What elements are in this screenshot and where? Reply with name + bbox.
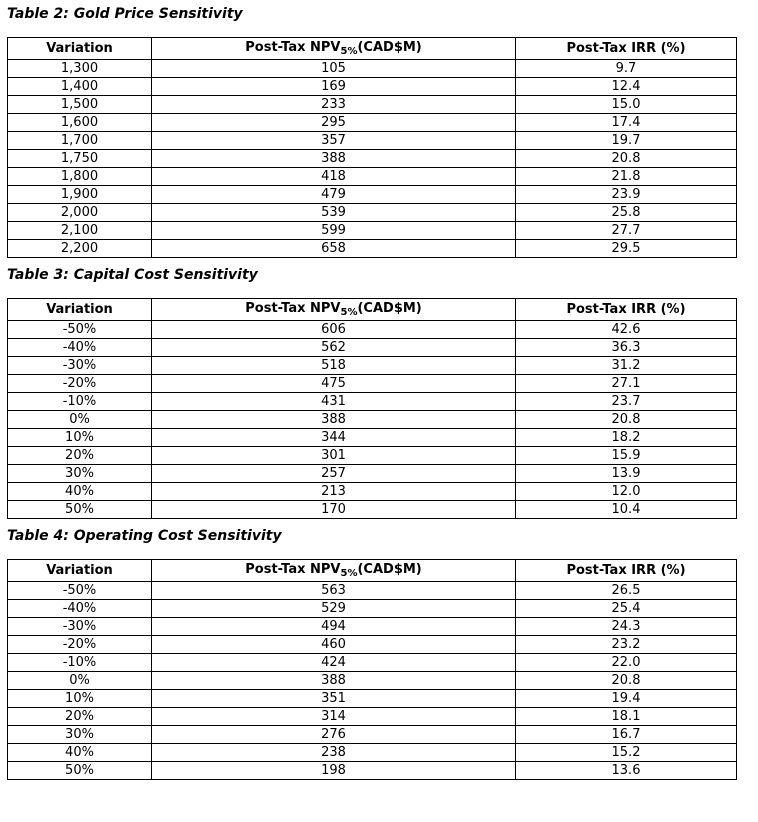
cell-variation: 1,300: [8, 60, 152, 78]
header-row: [8, 560, 737, 582]
cell-irr: 18.2: [516, 429, 737, 447]
cell-npv: 314: [152, 708, 516, 726]
cell-npv: 479: [152, 186, 516, 204]
cell-npv: 563: [152, 582, 516, 600]
cell-irr: 31.2: [516, 357, 737, 375]
table-row: [8, 618, 737, 636]
column-header-npv: [152, 299, 516, 321]
table-row: [8, 483, 737, 501]
capital-cost-sensitivity-title: Table 3: Capital Cost Sensitivity: [7, 267, 258, 283]
npv-header-prefix: Post-Tax NPV: [245, 301, 341, 316]
cell-irr: 15.2: [516, 744, 737, 762]
cell-irr: 20.8: [516, 411, 737, 429]
column-header-npv: [152, 560, 516, 582]
column-header-irr: Post-Tax IRR (%): [516, 299, 737, 321]
cell-irr: 27.1: [516, 375, 737, 393]
cell-variation: 30%: [8, 465, 152, 483]
cell-irr: 12.0: [516, 483, 737, 501]
cell-variation: 1,800: [8, 168, 152, 186]
column-header-variation: Variation: [8, 560, 152, 582]
cell-variation: 1,500: [8, 96, 152, 114]
cell-irr: 27.7: [516, 222, 737, 240]
cell-irr: 17.4: [516, 114, 737, 132]
cell-npv: 170: [152, 501, 516, 519]
table-row: [8, 78, 737, 96]
operating-cost-sensitivity-table: [7, 559, 737, 780]
cell-npv: 599: [152, 222, 516, 240]
cell-npv: 431: [152, 393, 516, 411]
cell-variation: 50%: [8, 501, 152, 519]
capital-cost-sensitivity-table: [7, 298, 737, 519]
cell-npv: 388: [152, 672, 516, 690]
cell-npv: 424: [152, 654, 516, 672]
cell-irr: 21.8: [516, 168, 737, 186]
cell-irr: 13.6: [516, 762, 737, 780]
column-header-irr: Post-Tax IRR (%): [516, 38, 737, 60]
cell-variation: 50%: [8, 762, 152, 780]
cell-npv: 238: [152, 744, 516, 762]
cell-variation: -10%: [8, 654, 152, 672]
cell-npv: 169: [152, 78, 516, 96]
cell-npv: 460: [152, 636, 516, 654]
cell-variation: 20%: [8, 447, 152, 465]
cell-npv: 213: [152, 483, 516, 501]
cell-irr: 16.7: [516, 726, 737, 744]
cell-npv: 295: [152, 114, 516, 132]
cell-npv: 351: [152, 690, 516, 708]
table-row: [8, 150, 737, 168]
column-header-npv: [152, 38, 516, 60]
cell-irr: 10.4: [516, 501, 737, 519]
operating-cost-sensitivity-section: [7, 528, 758, 780]
cell-variation: -40%: [8, 600, 152, 618]
cell-variation: -20%: [8, 375, 152, 393]
table-row: [8, 744, 737, 762]
cell-variation: 1,700: [8, 132, 152, 150]
table-row: [8, 375, 737, 393]
table-row: [8, 60, 737, 78]
table-row: [8, 465, 737, 483]
table-row: [8, 222, 737, 240]
cell-npv: 276: [152, 726, 516, 744]
table-row: [8, 96, 737, 114]
table-row: [8, 339, 737, 357]
table-row: [8, 726, 737, 744]
gold-price-sensitivity-section: [7, 6, 758, 258]
cell-npv: 388: [152, 411, 516, 429]
cell-irr: 15.9: [516, 447, 737, 465]
cell-npv: 418: [152, 168, 516, 186]
table-row: [8, 501, 737, 519]
table-row: [8, 411, 737, 429]
cell-npv: 388: [152, 150, 516, 168]
cell-npv: 529: [152, 600, 516, 618]
gold-price-sensitivity-title: Table 2: Gold Price Sensitivity: [7, 6, 243, 22]
cell-variation: -10%: [8, 393, 152, 411]
cell-npv: 562: [152, 339, 516, 357]
cell-npv: 494: [152, 618, 516, 636]
table-row: [8, 240, 737, 258]
cell-variation: 40%: [8, 744, 152, 762]
table-row: [8, 762, 737, 780]
cell-npv: 539: [152, 204, 516, 222]
npv-header-subscript: 5%: [340, 307, 358, 318]
table-row: [8, 357, 737, 375]
column-header-variation: Variation: [8, 299, 152, 321]
cell-irr: 9.7: [516, 60, 737, 78]
table-row: [8, 114, 737, 132]
table-row: [8, 708, 737, 726]
cell-npv: 606: [152, 321, 516, 339]
cell-variation: 30%: [8, 726, 152, 744]
cell-variation: 0%: [8, 672, 152, 690]
cell-variation: 2,000: [8, 204, 152, 222]
cell-npv: 475: [152, 375, 516, 393]
operating-cost-sensitivity-title: Table 4: Operating Cost Sensitivity: [7, 528, 282, 544]
cell-variation: -50%: [8, 582, 152, 600]
cell-variation: 2,200: [8, 240, 152, 258]
cell-variation: 0%: [8, 411, 152, 429]
cell-npv: 658: [152, 240, 516, 258]
table-row: [8, 168, 737, 186]
table-row: [8, 654, 737, 672]
table-row: [8, 204, 737, 222]
cell-npv: 357: [152, 132, 516, 150]
cell-irr: 15.0: [516, 96, 737, 114]
cell-variation: -30%: [8, 618, 152, 636]
cell-irr: 13.9: [516, 465, 737, 483]
column-header-irr: Post-Tax IRR (%): [516, 560, 737, 582]
table-row: [8, 393, 737, 411]
cell-npv: 257: [152, 465, 516, 483]
header-row: [8, 299, 737, 321]
npv-header-suffix: (CAD$M): [357, 562, 422, 577]
npv-header-prefix: Post-Tax NPV: [245, 40, 341, 55]
cell-npv: 233: [152, 96, 516, 114]
cell-irr: 24.3: [516, 618, 737, 636]
cell-variation: -40%: [8, 339, 152, 357]
cell-irr: 12.4: [516, 78, 737, 96]
cell-irr: 20.8: [516, 672, 737, 690]
cell-irr: 25.8: [516, 204, 737, 222]
table-row: [8, 321, 737, 339]
header-row: [8, 38, 737, 60]
table-row: [8, 636, 737, 654]
cell-variation: 10%: [8, 429, 152, 447]
cell-npv: 344: [152, 429, 516, 447]
table-row: [8, 690, 737, 708]
cell-variation: 10%: [8, 690, 152, 708]
table-row: [8, 429, 737, 447]
cell-variation: 40%: [8, 483, 152, 501]
cell-variation: 1,900: [8, 186, 152, 204]
cell-irr: 19.7: [516, 132, 737, 150]
cell-irr: 19.4: [516, 690, 737, 708]
cell-variation: -30%: [8, 357, 152, 375]
cell-variation: 1,750: [8, 150, 152, 168]
cell-irr: 20.8: [516, 150, 737, 168]
cell-irr: 23.2: [516, 636, 737, 654]
gold-price-sensitivity-table: [7, 37, 737, 258]
cell-irr: 26.5: [516, 582, 737, 600]
cell-irr: 29.5: [516, 240, 737, 258]
npv-header-suffix: (CAD$M): [357, 301, 422, 316]
cell-npv: 518: [152, 357, 516, 375]
cell-variation: -20%: [8, 636, 152, 654]
table-row: [8, 186, 737, 204]
npv-header-subscript: 5%: [340, 568, 358, 579]
cell-irr: 42.6: [516, 321, 737, 339]
cell-variation: 2,100: [8, 222, 152, 240]
table-row: [8, 600, 737, 618]
cell-irr: 23.7: [516, 393, 737, 411]
cell-variation: -50%: [8, 321, 152, 339]
cell-variation: 1,400: [8, 78, 152, 96]
table-row: [8, 582, 737, 600]
table-row: [8, 672, 737, 690]
cell-irr: 36.3: [516, 339, 737, 357]
table-row: [8, 447, 737, 465]
capital-cost-sensitivity-section: [7, 267, 758, 519]
cell-npv: 105: [152, 60, 516, 78]
cell-npv: 198: [152, 762, 516, 780]
cell-irr: 25.4: [516, 600, 737, 618]
npv-header-prefix: Post-Tax NPV: [245, 562, 341, 577]
cell-variation: 1,600: [8, 114, 152, 132]
table-row: [8, 132, 737, 150]
cell-npv: 301: [152, 447, 516, 465]
cell-variation: 20%: [8, 708, 152, 726]
cell-irr: 22.0: [516, 654, 737, 672]
cell-irr: 23.9: [516, 186, 737, 204]
column-header-variation: Variation: [8, 38, 152, 60]
cell-irr: 18.1: [516, 708, 737, 726]
npv-header-subscript: 5%: [340, 46, 358, 57]
npv-header-suffix: (CAD$M): [357, 40, 422, 55]
